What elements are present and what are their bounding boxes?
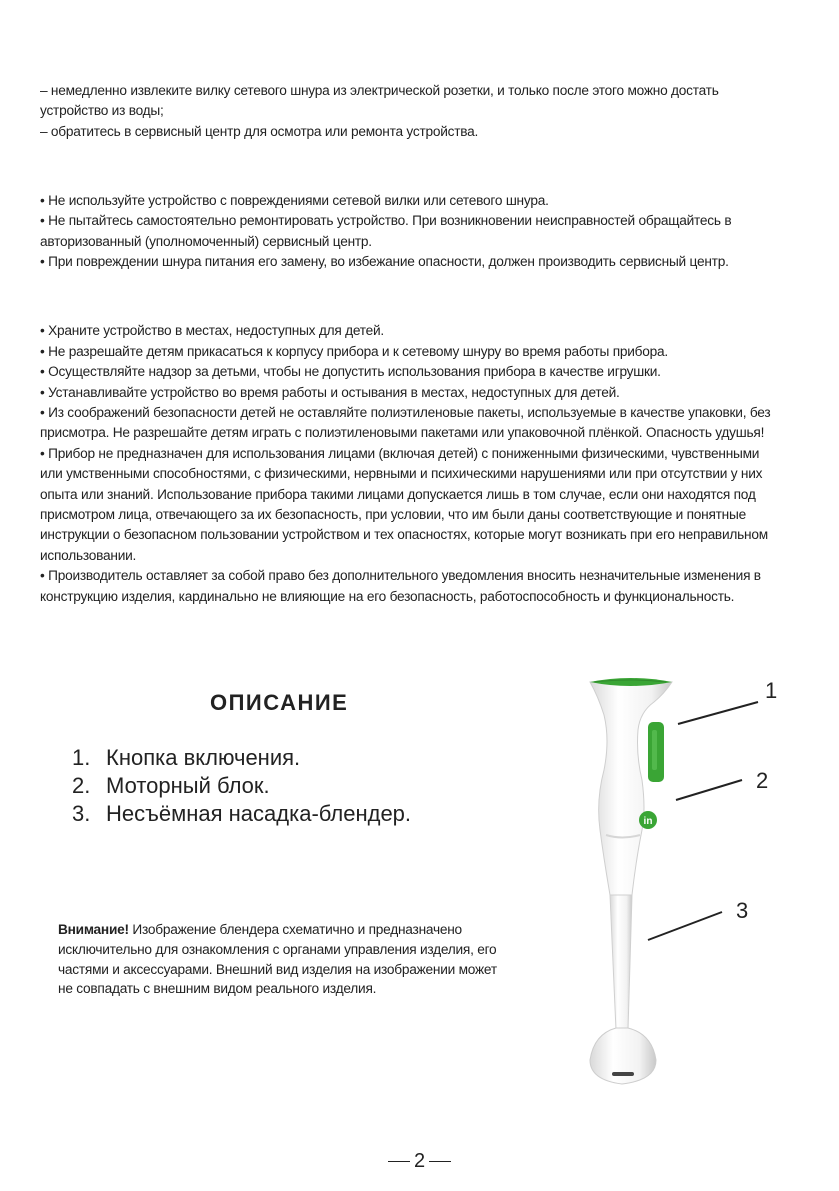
safety-paragraph: • Устанавливайте устройство во время работы и остывания в местах, недоступных для детей. — [40, 384, 620, 401]
page-number: 2 — [0, 1150, 839, 1173]
callout-2: 2 — [756, 768, 769, 793]
paragraph-gap — [40, 156, 773, 176]
brand-logo: in — [643, 816, 653, 827]
attention-note — [58, 921, 512, 1000]
safety-paragraph: • Не пытайтесь самостоятельно ремонтировать устройство. При возникновении неисправностей обращайтесь в авторизованный (уполномоченный) сервисный центр. — [40, 213, 732, 250]
safety-instructions — [40, 81, 773, 607]
callout-line-2 — [676, 780, 742, 800]
safety-paragraph: • Производитель оставляет за собой право без дополнительного уведомления вносить незначительные изменения в конструкцию изделия, кардинально не влияющие на его безопасность, работоспособность и функциональность. — [40, 568, 761, 605]
list-item: 3. Несъёмная насадка-блендер. — [72, 801, 412, 826]
safety-paragraph: • Из соображений безопасности детей не оставляйте полиэтиленовые пакеты, используемые в качестве упаковки, без присмотра. Не разрешайте детям играть с полиэтиленовыми пакетами или упаковочной плёнкой. Опасность удушья! — [40, 405, 771, 442]
list-item: 1. Кнопка включения. — [72, 745, 301, 770]
list-item: 2. Моторный блок. — [72, 773, 270, 798]
callout-3: 3 — [736, 898, 749, 923]
paragraph-gap — [40, 287, 773, 307]
safety-paragraph: • Не используйте устройство с повреждениями сетевой вилки или сетевого шнура. — [40, 192, 549, 209]
callout-1: 1 — [765, 678, 778, 703]
attention-text: Изображение блендера схематично и предназначено исключительно для ознакомления с органами управления изделия, его частями и аксессуарами. Внешний вид изделия на изображении может не совпадать с внешним видом реального изделия. — [58, 922, 497, 998]
safety-paragraph: – обратитесь в сервисный центр для осмотра или ремонта устройства. — [40, 123, 479, 140]
section-title: ОПИСАНИЕ — [210, 690, 349, 715]
safety-paragraph: • При повреждении шнура питания его замену, во избежание опасности, должен производить сервисный центр. — [40, 254, 729, 271]
callout-line-3 — [648, 912, 722, 940]
blender-shaft — [610, 895, 632, 1030]
attention-label: Внимание! — [58, 922, 129, 938]
safety-paragraph: • Осуществляйте надзор за детьми, чтобы не допустить использования прибора в качестве игрушки. — [40, 364, 661, 381]
blender-illustration — [560, 660, 800, 1100]
motor-block — [590, 682, 672, 895]
parts-list — [72, 744, 411, 828]
callout-line-1 — [678, 702, 758, 724]
safety-paragraph: • Прибор не предназначен для использования лицами (включая детей) с пониженными физическими, чувственными или умственными способностями, с физическими, нервными и психическими нарушениями или при отсутствии у них опыта или знаний. Использование прибора такими лицами допускается лишь в том случае, если они находятся под присмотром лица, отвечающего за их безопасность, при условии, что им были даны соответствующие и понятные инструкции о безопасном пользовании устройством и тех опасностях, которые могут возникать при его неправильном использовании. — [40, 445, 768, 564]
safety-paragraph: – немедленно извлеките вилку сетевого шнура из электрической розетки, и только после этого можно достать устройство из воды; — [40, 83, 719, 120]
safety-paragraph: • Храните устройство в местах, недоступных для детей. — [40, 323, 384, 340]
safety-paragraph: • Не разрешайте детям прикасаться к корпусу прибора и к сетевому шнуру во время работы прибора. — [40, 343, 668, 360]
